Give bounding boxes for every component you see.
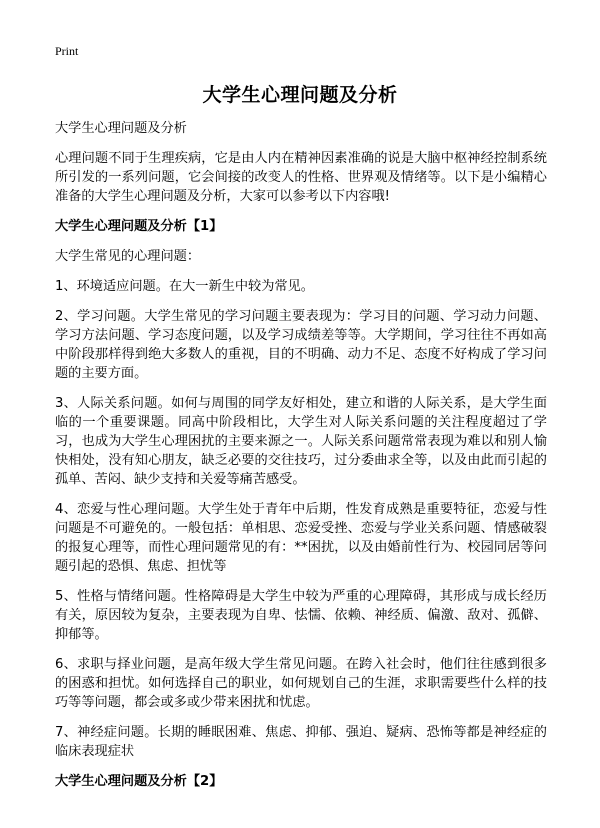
page-title: 大学生心理问题及分析 xyxy=(202,84,398,106)
section-heading-1: 大学生心理问题及分析【1】 xyxy=(55,219,223,234)
section-heading-2: 大学生心理问题及分析【2】 xyxy=(55,774,223,789)
list-item-personality: 5、性格与情绪问题。性格障碍是大学生中较为严重的心理障碍，其形成与成长经历有关，原因较为复杂，主要表现为自卑、怯懦、依赖、神经质、偏激、敌对、孤僻、抑郁等。 xyxy=(55,589,547,642)
list-item-neurosis: 7、神经症问题。长期的睡眠困难、焦虑、抑郁、强迫、疑病、恐怖等都是神经症的临床表现症状 xyxy=(55,725,547,759)
list-item-environment: 1、环境适应问题。在大一新生中较为常见。 xyxy=(55,279,314,294)
intro-paragraph: 心理问题不同于生理疾病，它是由人内在精神因素准确的说是大脑中枢神经控制系统所引发的一系列问题，它会间接的改变人的性格、世界观及情绪等。以下是小编精心准备的大学生心理问题及分析，大家可以参考以下内容哦! xyxy=(55,151,547,204)
print-link[interactable]: Print xyxy=(55,44,79,58)
list-item-love: 4、恋爱与性心理问题。大学生处于青年中后期，性发育成熟是重要特征，恋爱与性问题是不可避免的。一般包括：单相思、恋爱受挫、恋爱与学业关系问题、情感破裂的报复心理等，而性心理问题常见的有：**困扰，以及由婚前性行为、校园同居等问题引起的恐惧、焦虑、担忧等 xyxy=(55,502,547,574)
list-item-study: 2、学习问题。大学生常见的学习问题主要表现为：学习目的问题、学习动力问题、学习方法问题、学习态度问题，以及学习成绩差等等。大学期间，学习往往不再如高中阶段那样得到绝大多数人的重视，目的不明确、动力不足、态度不好构成了学习问题的主要方面。 xyxy=(55,309,547,381)
list-item-career: 6、求职与择业问题，是高年级大学生常见问题。在跨入社会时，他们往往感到很多的困惑和担忧。如何选择自己的职业，如何规划自己的生涯，求职需要些什么样的技巧等等问题，都会或多或少带来困扰和忧虑。 xyxy=(55,657,547,710)
list-item-relationships: 3、人际关系问题。如何与周围的同学友好相处，建立和谐的人际关系，是大学生面临的一个重要课题。同高中阶段相比，大学生对人际关系问题的关注程度超过了学习，也成为大学生心理困扰的主要来源之一。人际关系问题常常表现为难以和别人愉快相处，没有知心朋友，缺乏必要的交往技巧，过分委曲求全等，以及由此而引起的孤单、苦闷、缺少支持和关爱等痛苦感受。 xyxy=(55,396,547,487)
common-problems-label: 大学生常见的心理问题： xyxy=(55,249,201,264)
article-subtitle: 大学生心理问题及分析 xyxy=(55,121,187,136)
article-body xyxy=(55,119,547,802)
